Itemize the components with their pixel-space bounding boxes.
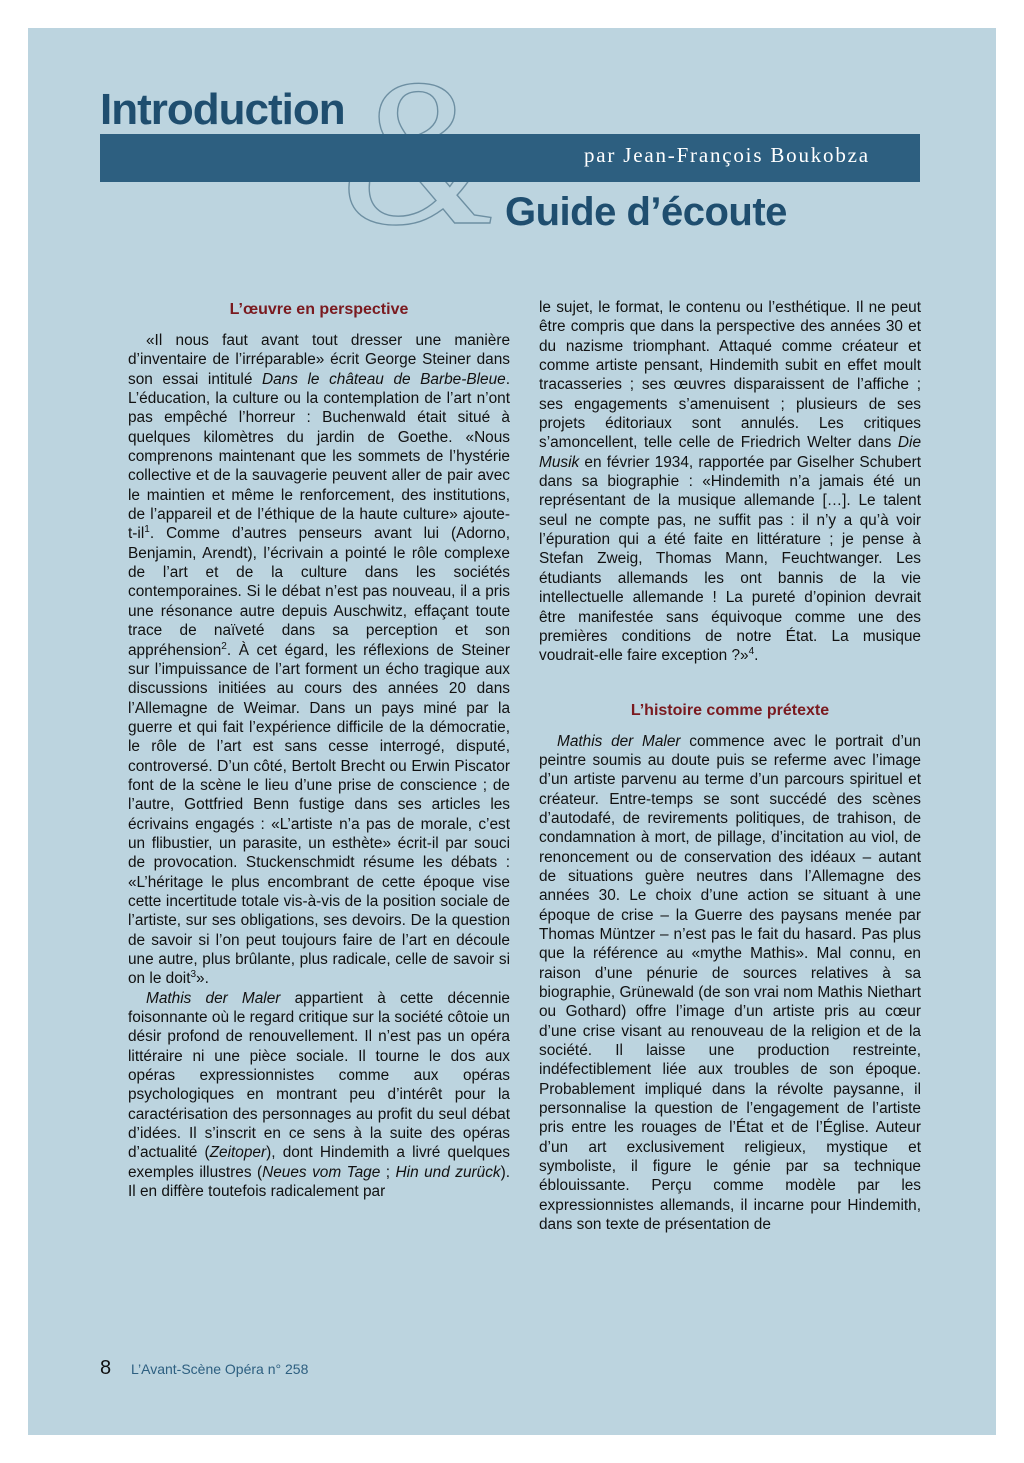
opera-title: Mathis der Maler: [557, 732, 681, 750]
text-run: le sujet, le format, le contenu ou l’esthétique. Il ne peut être compris que dans la perspective des années 30 et du nazisme triomphant. Attaqué comme créateur et comme artiste pensant, Hindemith subit en effet moult tracasseries ; ses œuvres disparaissent de l’affiche ; ses engagements s’amenuisent ; plusieurs de ses projets éditoriaux sont annulés. Les critiques s’amoncellent, telle celle de Friedrich Welter dans: [539, 299, 921, 452]
text-run: ;: [380, 1163, 396, 1181]
text-run: ), dont Hindemith a livré quelques exemples illustres (: [128, 1144, 510, 1181]
opera-title: Neues vom Tage: [262, 1163, 381, 1181]
author-byline: par Jean-François Boukobza: [584, 143, 870, 167]
paragraph: [539, 732, 921, 1235]
text-run: .: [754, 647, 759, 665]
text-run: . L’éducation, la culture ou la contemplation de l’art n’ont pas empêché l’horreur : Buchenwald était situé à quelques kilomètres du jardin de Goethe. «Nous comprenons maintenant que les sommets de l’hystérie collective et de la sauvagerie peuvent aller de pair avec le maintien et même le renforcement, des institutions, de l’appareil et de l’éthique de la haute culture» ajoute-t-il: [128, 370, 510, 543]
text-run: appartient à cette décennie foisonnante où le regard critique sur la société côtoie un désir profond de renouvellement. Il n’est pas un opéra littéraire ni une pièce sociale. Il tourne le dos aux opéras expressionnistes comme aux opéras psychologiques en montrant peu d’intérêt pour la caractérisation des personnages au profit du seul débat d’idées. Il s’inscrit en ce sens à la suite des opéras d’actualité (: [128, 989, 510, 1162]
genre-term: Zeitoper: [209, 1144, 267, 1162]
journal-title: Die Musik: [539, 434, 921, 471]
footnote-ref: 4: [748, 646, 755, 658]
paragraph: [128, 331, 510, 989]
text-run: en février 1934, rapportée par Giselher Schubert dans sa biographie : «Hindemith n’a jamais été un représentant de la musique allemande […]. Le talent seul ne compte pas, ne suffit pas : il n’y a qu’à voir l’épuration qui a été faite en littérature ; je pense à Stefan Zweig, Thomas Mann, Feuchtwanger. Les étudiants allemands les ont bannis de la vie intellectuelle allemande ! La pureté d’opinion devrait être manifestée sans équivoque comme une des premières conditions de notre État. La musique voudrait-elle faire exception ?»: [539, 453, 921, 665]
text-run: commence avec le portrait d’un peintre soumis au doute puis se referme avec l’image d’un artiste parvenu au terme d’un parcours spirituel et créateur. Entre-temps se sont succédé des scènes d’autodafé, de revirements politiques, de trahison, de condamnation à mort, de pillage, d’incitation au viol, de renoncement ou de conservation des idéaux – autant de situations guère neutres dans l’Allemagne des années 30. Le choix d’une action se situant à une époque de crise – la Guerre des paysans menée par Thomas Müntzer – n’est pas le fait du hasard. Pas plus que la référence au «mythe Mathis». Mal connu, en raison d’une pénurie de sources relatives à sa biographie, Grünewald (de son vrai nom Mathis Niethart ou Gothard) offre l’image d’un artiste pris au cœur d’une crise visant au renouveau de la religion et de la société. Il laisse une production restreinte, indéfectiblement liée aux troubles de son époque. Probablement impliqué dans la révolte paysanne, il personnalise la question de l’engagement de l’artiste pris entre les rouages de l’État et de l’Église. Auteur d’un art exclusivement religieux, mystique et symboliste, il figure le génie par sa technique éblouissante. Perçu comme modèle par les expressionnistes allemands, il incarne pour Hindemith, dans son texte de présentation de: [539, 732, 921, 1234]
text-run: . À cet égard, les réflexions de Steiner sur l’impuissance de l’art forment un écho tragique aux discussions initiées au cours des années 20 dans l’Allemagne de Weimar. Dans un pays miné par la guerre et qui fait l’expérience difficile de la démocratie, le rôle de l’art est sans cesse interrogé, disputé, controversé. D’un côté, Bertolt Brecht ou Erwin Piscator font de la scène le lieu d’une prise de conscience ; de l’autre, Gottfried Benn fustige dans ses articles les écrivains engagés : «L’artiste n’a pas de morale, c’est un flibustier, un parasite, un esthète» écrit-il par souci de provocation. Stuckenschmidt résume les débats : «L’héritage le plus encombrant de cette époque vise cette incertitude totale vis-à-vis de la position sociale de l’artiste, sur ses obligations, ses devoirs. De la question de savoir si l’on peut toujours faire de l’art en découle une autre, plus brûlante, plus radicale, celle de savoir si on le doit: [128, 641, 510, 988]
footnote-ref: 1: [144, 524, 150, 536]
section-heading-oeuvre: L’œuvre en perspective: [229, 301, 409, 318]
text-run: ».: [196, 970, 209, 988]
opera-title: Hin und zurück: [395, 1163, 501, 1181]
paragraph: [128, 989, 510, 1202]
footnote-ref: 2: [221, 640, 227, 652]
book-title: Dans le château de Barbe-Bleue: [262, 370, 506, 388]
section-heading-histoire: L’histoire comme prétexte: [630, 701, 830, 719]
text-run: «Il nous faut avant tout dresser une manière d’inventaire de l’irréparable» écrit George Steiner dans son essai intitulé: [128, 332, 510, 388]
paragraph: [539, 298, 921, 666]
title-guide-ecoute: Guide d’écoute: [505, 190, 787, 234]
text-run: . Comme d’autres penseurs avant lui (Adorno, Benjamin, Arendt), l’écrivain a pointé le rôle complexe de l’art et de la culture dans les sociétés contemporaines. Si le débat n’est pas nouveau, il a pris une résonance autre depuis Auschwitz, effaçant toute trace de naïveté dans sa perception et son appréhension: [128, 525, 510, 659]
text-run: ). Il en diffère toutefois radicalement par: [128, 1163, 511, 1201]
publication-name: L’Avant-Scène Opéra n° 258: [131, 1361, 309, 1377]
title-introduction: Introduction: [100, 85, 345, 134]
left-column: [128, 289, 510, 1201]
opera-title: Mathis der Maler: [146, 989, 281, 1007]
page-number: 8: [100, 1357, 112, 1379]
right-column: [539, 298, 921, 1234]
footnote-ref: 3: [190, 969, 197, 981]
